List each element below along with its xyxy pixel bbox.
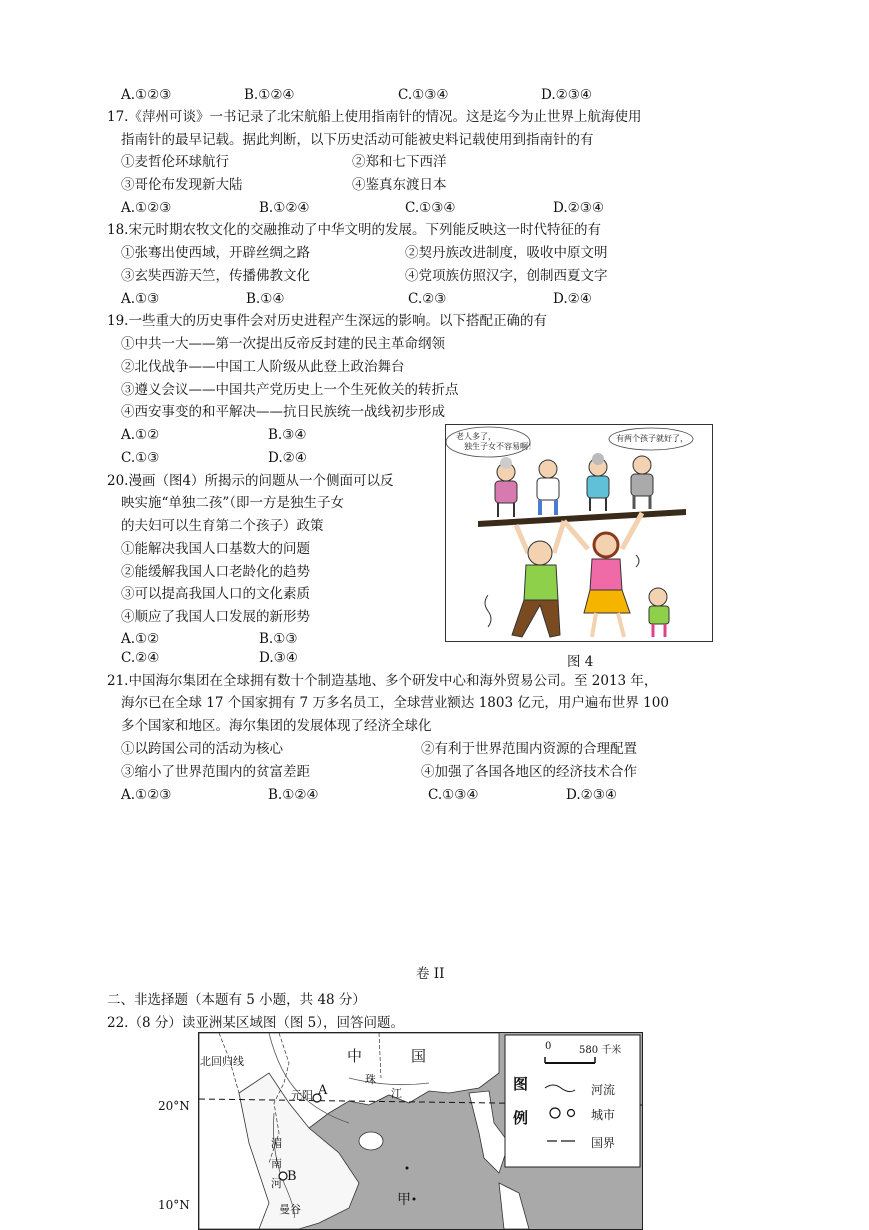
legend-city-icon-large (550, 1108, 560, 1118)
map-label-mekong-1: 湄 (271, 1137, 282, 1150)
q17-stem-line2: 指南针的最早记载。据此判断，以下历史活动可能被史料记载使用到指南针的有 (121, 132, 594, 148)
q21-option-b: B.①②④ (268, 787, 319, 803)
map-label-jiang: 江 (391, 1087, 402, 1100)
map-label-mekong-3: 河 (271, 1177, 282, 1190)
legend-city-label: 城市 (591, 1108, 616, 1122)
q21-item-1: ①以跨国公司的活动为核心 (121, 741, 283, 757)
elder-4 (631, 456, 653, 509)
map-label-b: B (287, 1169, 297, 1184)
cartoon-figure-4 (445, 424, 713, 642)
q21-stem-line3: 多个国家和地区。海尔集团的发展体现了经济全球化 (121, 718, 432, 734)
q21-option-d: D.②③④ (566, 787, 617, 803)
q16-option-b: B.①②④ (244, 87, 295, 103)
q20-option-a: A.①② (121, 631, 160, 647)
map-label-jia: 甲 (397, 1192, 411, 1208)
latitude-10n-label: 10°N (158, 1198, 190, 1212)
legend-title-1: 图 (513, 1075, 529, 1093)
q19-option-a: A.①② (121, 427, 160, 443)
mother-figure (564, 513, 642, 637)
q20-stem-line2: 映实施“单独二孩”（即一方是独生子女 (121, 495, 345, 511)
speech-bubble-right: 有两个孩子就好了， (616, 434, 688, 443)
q20-option-c: C.②④ (121, 650, 160, 666)
q20-option-b: B.①③ (259, 631, 298, 647)
elder-3 (587, 453, 609, 511)
legend-border-label: 国界 (591, 1136, 616, 1150)
q20-stem-line3: 的夫妇可以生育第二个孩子）政策 (121, 518, 324, 534)
scale-zero-label: 0 (545, 1041, 552, 1052)
asia-region-map (198, 1032, 643, 1230)
q18-item-1: ①张骞出使西域，开辟丝绸之路 (121, 245, 310, 261)
q18-item-3: ③玄奘西游天竺，传播佛教文化 (121, 268, 310, 284)
q20-item-2: ②能缓解我国人口老龄化的趋势 (121, 564, 310, 580)
scale-value-label: 580 千米 (579, 1045, 622, 1056)
q19-option-c: C.①③ (121, 450, 160, 466)
q19-item-3: ③遵义会议——中国共产党历史上一个生死攸关的转折点 (121, 382, 459, 398)
legend-title-2: 例 (513, 1109, 529, 1127)
q17-option-b: B.①②④ (259, 200, 310, 216)
q19-item-4: ④西安事变的和平解决——抗日民族统一战线初步形成 (121, 404, 445, 420)
part2-title: 卷 II (416, 966, 445, 982)
q19-stem: 19.一些重大的历史事件会对历史进程产生深远的影响。以下搭配正确的有 (107, 313, 547, 329)
q17-option-a: A.①②③ (121, 200, 172, 216)
q17-item-4: ④鉴真东渡日本 (352, 177, 447, 193)
q21-item-2: ②有利于世界范围内资源的合理配置 (421, 741, 637, 757)
q19-item-2: ②北伐战争——中国工人阶级从此登上政治舞台 (121, 359, 405, 375)
q21-option-a: A.①②③ (121, 787, 172, 803)
map-label-yuanyang: 元阳 (291, 1089, 313, 1102)
q20-item-1: ①能解决我国人口基数大的问题 (121, 541, 310, 557)
q20-item-3: ③可以提高我国人口的文化素质 (121, 586, 310, 602)
map-label-zhu: 珠 (365, 1073, 376, 1086)
q17-stem-line1: 17.《萍州可谈》一书记录了北宋航船上使用指南针的情况。这是迄今为止世界上航海使用 (107, 109, 642, 125)
q18-option-a: A.①③ (121, 291, 160, 307)
q21-stem-line1: 21.中国海尔集团在全球拥有数十个制造基地、多个研发中心和海外贸易公司。至 2013 年， (107, 673, 658, 689)
q21-item-4: ④加强了各国各地区的经济技术合作 (421, 764, 637, 780)
q20-option-d: D.③④ (259, 650, 298, 666)
elder-2 (537, 460, 559, 515)
map-label-a: A (318, 1083, 328, 1098)
legend-city-icon-small (568, 1110, 575, 1117)
q17-item-2: ②郑和七下西洋 (352, 154, 447, 170)
plank (478, 509, 686, 527)
cartoon-drawing (446, 425, 712, 641)
legend-river-label: 河流 (591, 1083, 616, 1097)
map-label-tropic: 北回归线 (200, 1055, 244, 1068)
q19-item-1: ①中共一大——第一次提出反帝反封建的民主革命纲领 (121, 336, 445, 352)
q21-item-3: ③缩小了世界范围内的贫富差距 (121, 764, 310, 780)
q18-stem: 18.宋元时期农牧文化的交融推动了中华文明的发展。下列能反映这一时代特征的有 (107, 222, 601, 238)
q21-option-c: C.①③④ (428, 787, 479, 803)
q19-option-d: D.②④ (268, 450, 307, 466)
q18-item-4: ④党项族仿照汉字，创制西夏文字 (405, 268, 608, 284)
map-label-mekong-2: 南 (271, 1157, 282, 1170)
map-label-china-1: 中 (347, 1047, 363, 1065)
map-label-mangu: 曼谷 (279, 1203, 301, 1216)
speech-bubble-left (456, 432, 536, 452)
q21-stem-line2: 海尔已在全球 17 个国家拥有 7 万多名员工，全球营业额达 1803 亿元，用户遍布世界 100 (121, 695, 669, 711)
father-figure (512, 521, 564, 637)
q17-option-c: C.①③④ (405, 200, 456, 216)
q16-option-c: C.①③④ (398, 87, 449, 103)
q19-option-b: B.③④ (268, 427, 307, 443)
bubble-left-line1: 老人多了， (456, 432, 496, 441)
part2-section-heading: 二、非选择题（本题有 5 小题，共 48 分） (107, 992, 366, 1008)
q16-option-d: D.②③④ (541, 87, 592, 103)
child-figure (649, 588, 669, 637)
q17-item-1: ①麦哲伦环球航行 (121, 154, 229, 170)
q20-item-4: ④顺应了我国人口发展的新形势 (121, 609, 310, 625)
figure-4-caption: 图 4 (567, 654, 594, 670)
q18-option-c: C.②③ (408, 291, 447, 307)
bubble-left-line2: 独生子女不容易啊！ (464, 442, 536, 451)
q16-option-a: A.①②③ (121, 87, 172, 103)
elder-1 (495, 457, 517, 517)
q17-option-d: D.②③④ (553, 200, 604, 216)
q18-option-b: B.①④ (246, 291, 285, 307)
q22-stem: 22.（8 分）读亚洲某区域图（图 5），回答问题。 (107, 1015, 404, 1031)
latitude-20n-label: 20°N (158, 1099, 190, 1113)
q18-option-d: D.②④ (553, 291, 592, 307)
map-label-china-2: 国 (411, 1047, 427, 1065)
q20-stem-line1: 20.漫画（图4）所揭示的问题从一个侧面可以反 (107, 473, 394, 489)
q18-item-2: ②契丹族改进制度，吸收中原文明 (405, 245, 608, 261)
q17-item-3: ③哥伦布发现新大陆 (121, 177, 243, 193)
